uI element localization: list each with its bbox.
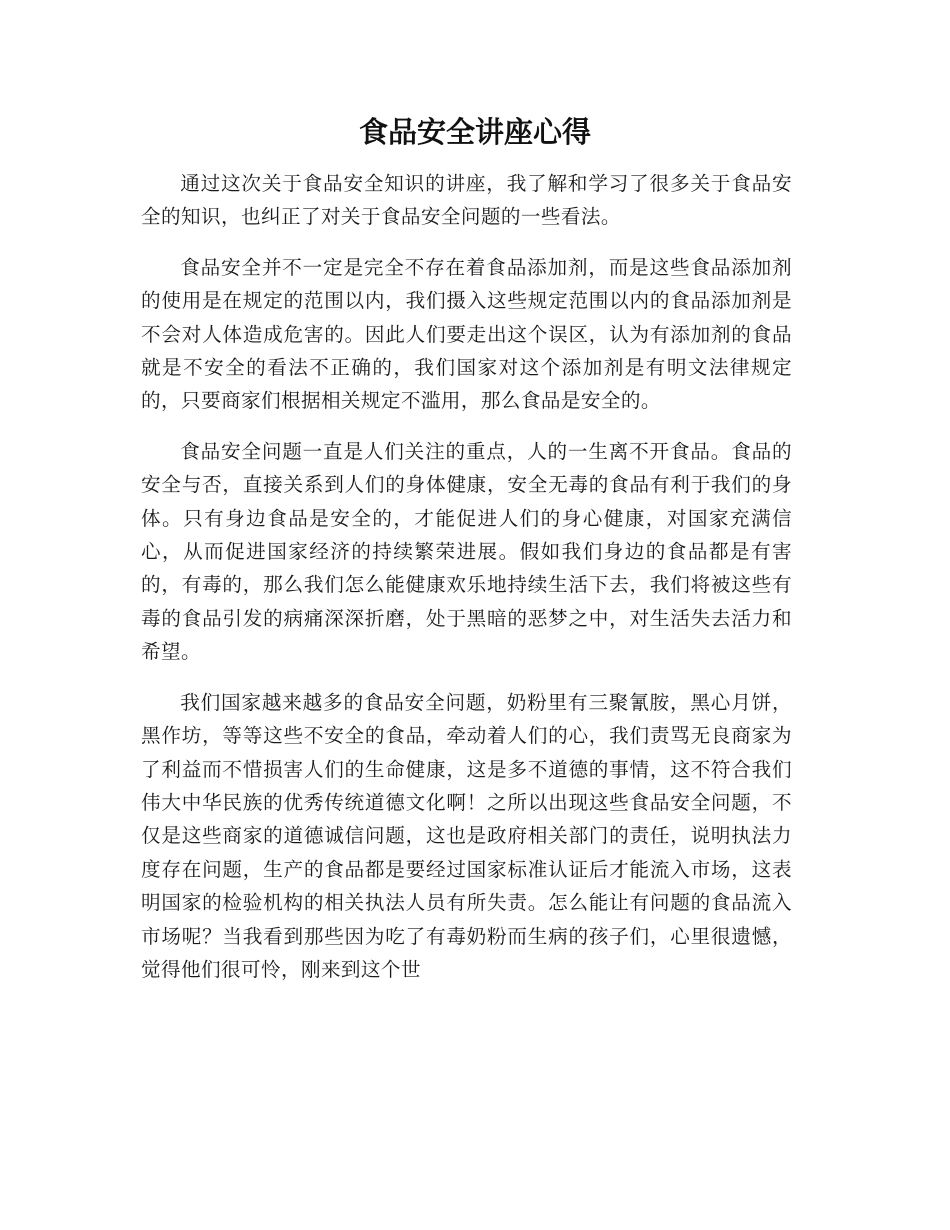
document-title: 食品安全讲座心得 (358, 115, 591, 149)
paragraph-3: 食品安全问题一直是人们关注的重点，人的一生离不开食品。食品的安全与否，直接关系到人们的身体健康，安全无毒的食品有利于我们的身体。只有身边食品是安全的，才能促进人们的身心健康，对国家充满信心，从而促进国家经济的持续繁荣进展。假如我们身边的食品都是有害的，有毒的，那么我们怎么能健康欢乐地持续生活下去，我们将被这些有毒的食品引发的病痛深深折磨，处于黑暗的恶梦之中，对生活失去活力和希望。 (141, 439, 792, 664)
document-body (141, 167, 792, 1003)
paragraph-4: 我们国家越来越多的食品安全问题，奶粉里有三聚氰胺，黑心月饼，黑作坊，等等这些不安全的食品，牵动着人们的心，我们责骂无良商家为了利益而不惜损害人们的生命健康，这是多不道德的事情，这不符合我们伟大中华民族的优秀传统道德文化啊！之所以出现这些食品安全问题，不仅是这些商家的道德诚信问题，这也是政府相关部门的责任，说明执法力度存在问题，生产的食品都是要经过国家标准认证后才能流入市场，这表明国家的检验机构的相关执法人员有所失责。怎么能让有问题的食品流入市场呢？当我看到那些因为吃了有毒奶粉而生病的孩子们，心里很遗憾，觉得他们很可怜，刚来到这个世 (141, 690, 792, 981)
paragraph-1: 通过这次关于食品安全知识的讲座，我了解和学习了很多关于食品安全的知识，也纠正了对关于食品安全问题的一些看法。 (141, 172, 792, 229)
paragraph-2: 食品安全并不一定是完全不存在着食品添加剂，而是这些食品添加剂的使用是在规定的范围以内，我们摄入这些规定范围以内的食品添加剂是不会对人体造成危害的。因此人们要走出这个误区，认为有添加剂的食品就是不安全的看法不正确的，我们国家对这个添加剂是有明文法律规定的，只要商家们根据相关规定不滥用，那么食品是安全的。 (141, 255, 792, 413)
